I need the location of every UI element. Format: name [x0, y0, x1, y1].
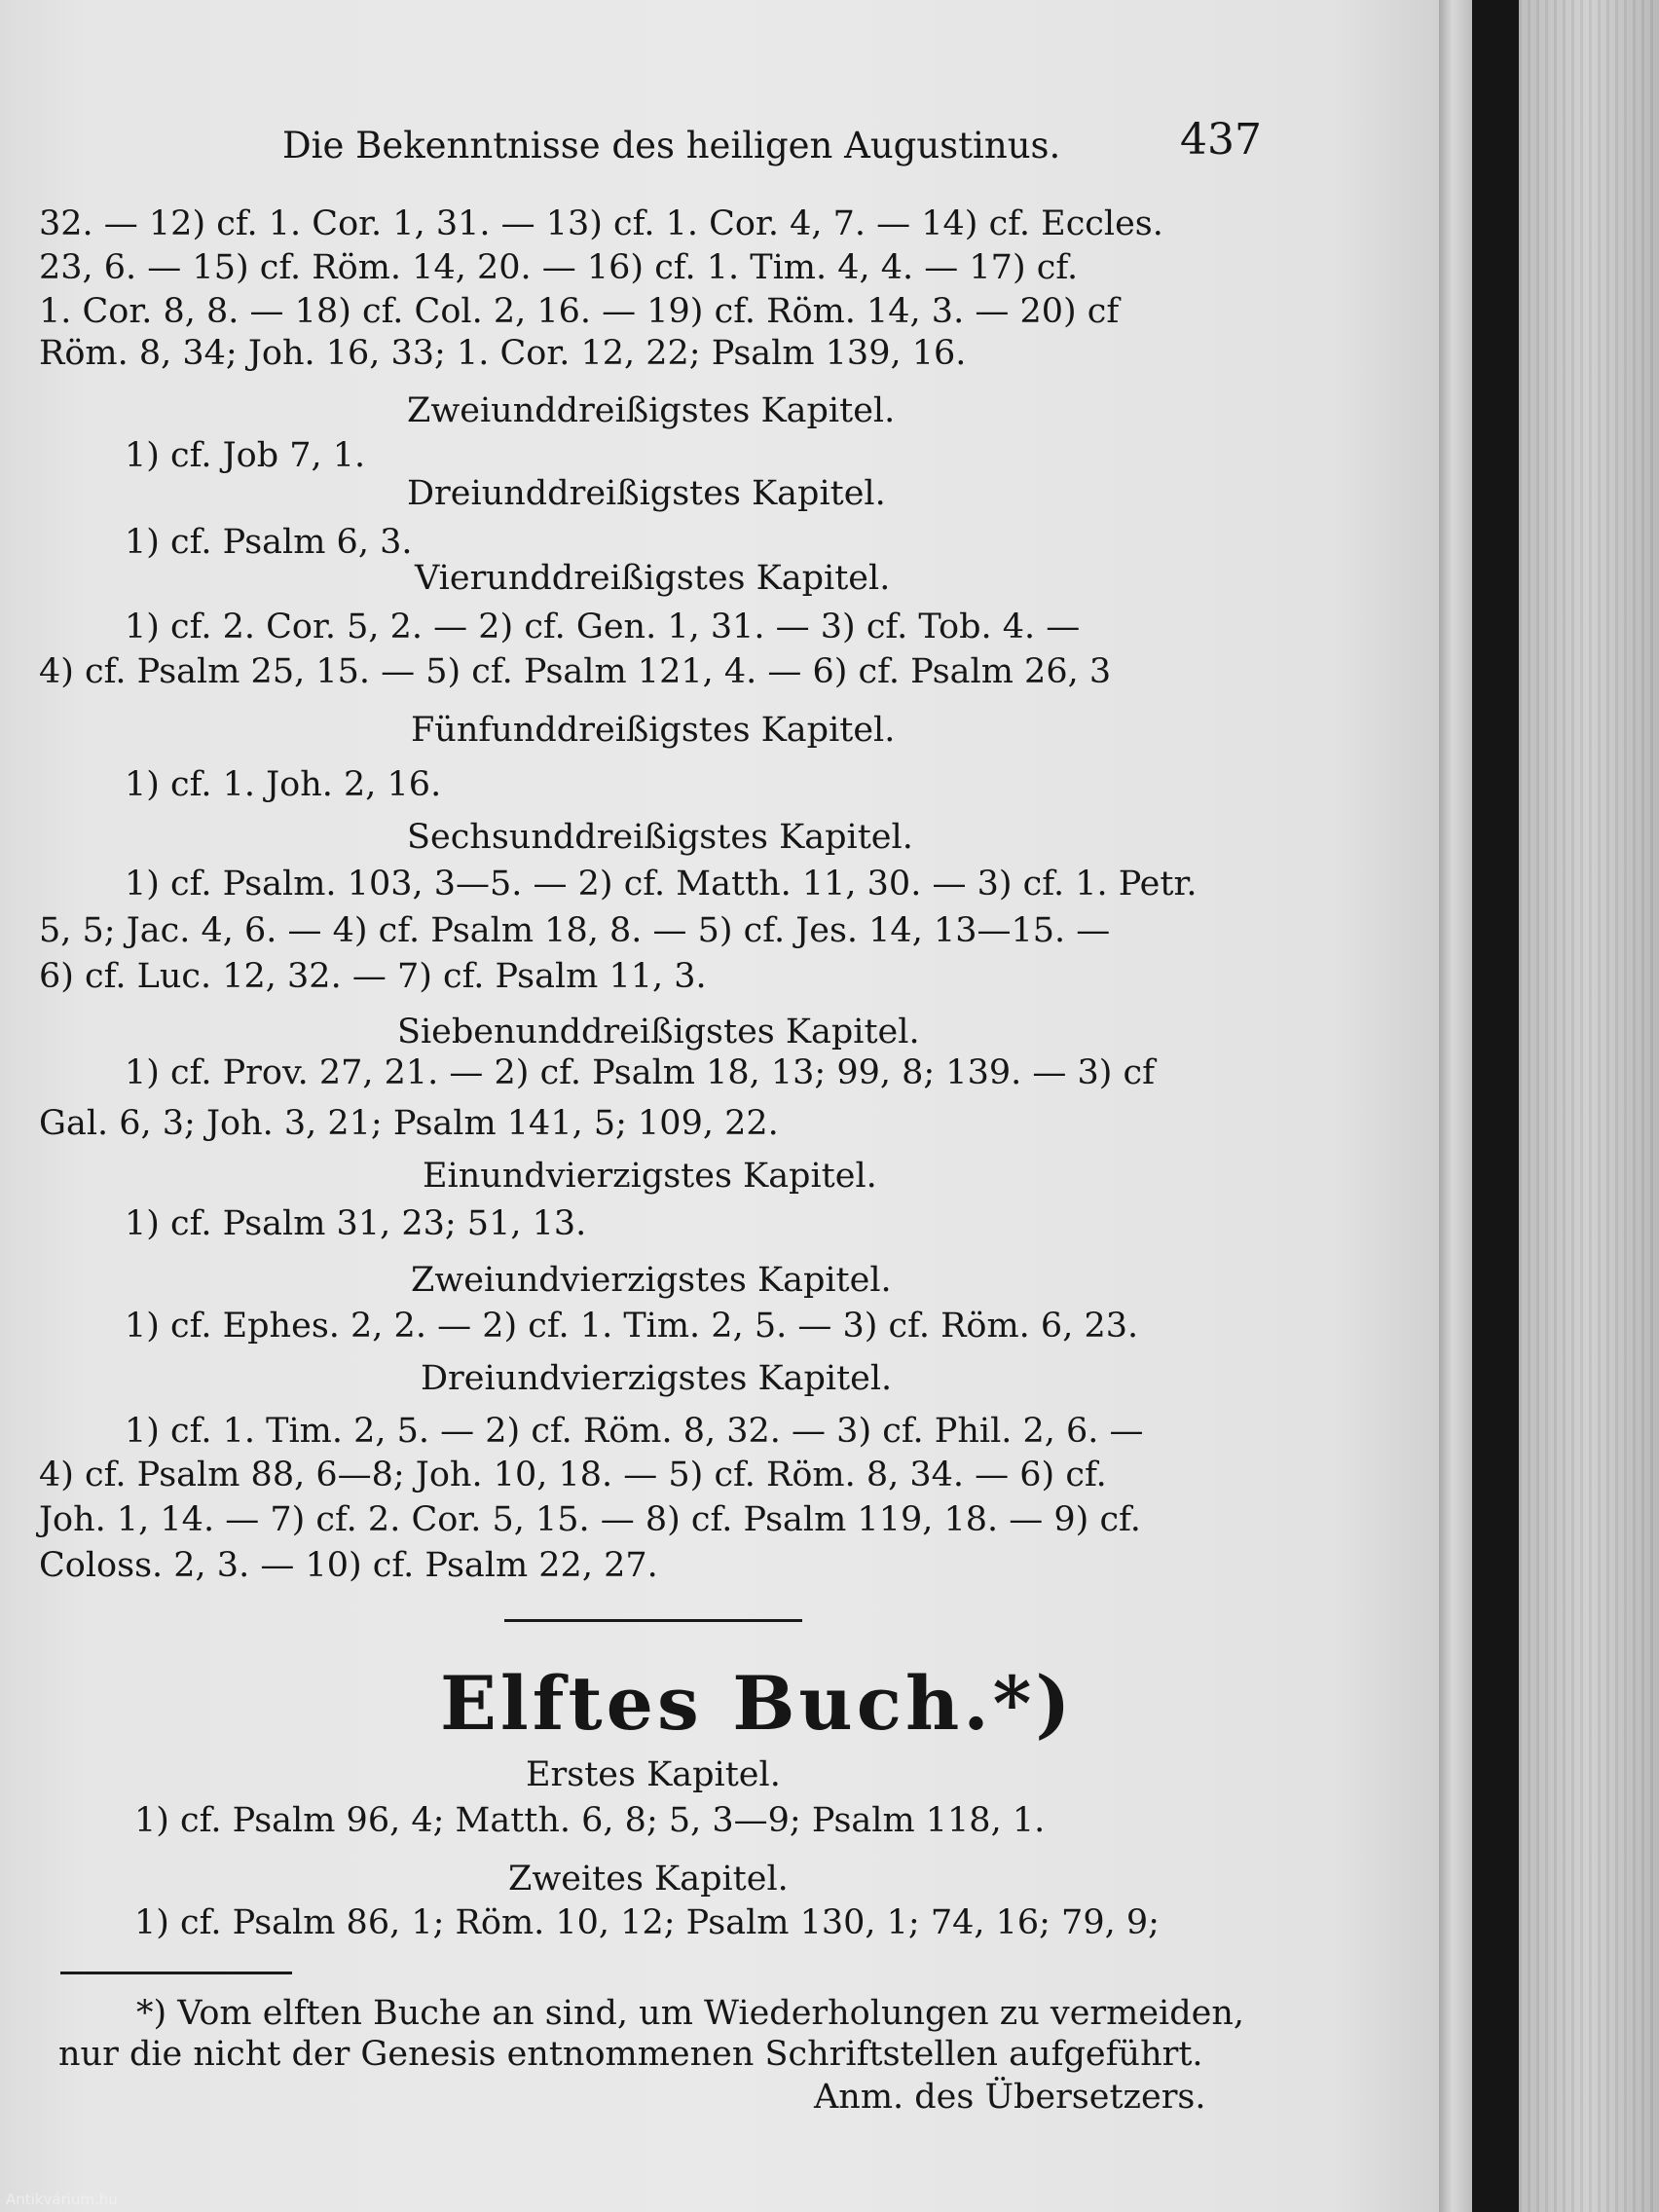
chapter-heading: Zweiundvierzigstes Kapitel. — [411, 1261, 892, 1300]
section-rule — [504, 1619, 802, 1622]
chapter-heading: Siebenunddreißigstes Kapitel. — [397, 1013, 920, 1051]
text-line: Röm. 8, 34; Joh. 16, 33; 1. Cor. 12, 22; Psalm 139, 16. — [39, 334, 967, 373]
chapter-heading: Zweiunddreißigstes Kapitel. — [407, 391, 896, 430]
book-title: Elftes Buch.*) — [440, 1660, 1075, 1747]
text-line: 4) cf. Psalm 88, 6—8; Joh. 10, 18. — 5) cf. Röm. 8, 34. — 6) cf. — [39, 1456, 1107, 1494]
text-line: Coloss. 2, 3. — 10) cf. Psalm 22, 27. — [39, 1546, 658, 1585]
chapter-heading: Dreiunddreißigstes Kapitel. — [407, 474, 886, 513]
text-line: 1) cf. Psalm 6, 3. — [125, 523, 413, 562]
text-line: 1) cf. Psalm 86, 1; Röm. 10, 12; Psalm 130, 1; 74, 16; 79, 9; — [134, 1903, 1160, 1942]
running-title: Die Bekenntnisse des heiligen Augustinus. — [282, 125, 1061, 166]
text-line: 23, 6. — 15) cf. Röm. 14, 20. — 16) cf. 1. Tim. 4, 4. — 17) cf. — [39, 248, 1079, 287]
chapter-heading: Dreiundvierzigstes Kapitel. — [421, 1359, 893, 1398]
text-line: 1) cf. Psalm. 103, 3—5. — 2) cf. Matth. 11, 30. — 3) cf. 1. Petr. — [125, 865, 1198, 903]
text-line: 32. — 12) cf. 1. Cor. 1, 31. — 13) cf. 1. Cor. 4, 7. — 14) cf. Eccles. — [39, 204, 1163, 243]
text-line: 1) cf. Ephes. 2, 2. — 2) cf. 1. Tim. 2, 5. — 3) cf. Röm. 6, 23. — [125, 1307, 1139, 1346]
chapter-heading: Erstes Kapitel. — [526, 1755, 781, 1794]
text-line: 1) cf. 2. Cor. 5, 2. — 2) cf. Gen. 1, 31. — 3) cf. Tob. 4. — — [125, 608, 1081, 646]
footnote-rule — [60, 1972, 292, 1974]
chapter-heading: Einundvierzigstes Kapitel. — [423, 1157, 877, 1196]
text-line: 1) cf. Job 7, 1. — [125, 436, 366, 475]
text-line: 1. Cor. 8, 8. — 18) cf. Col. 2, 16. — 19) cf. Röm. 14, 3. — 20) cf — [39, 292, 1120, 331]
chapter-heading: Vierunddreißigstes Kapitel. — [415, 559, 891, 598]
page-edge — [1439, 0, 1472, 2212]
text-line: 4) cf. Psalm 25, 15. — 5) cf. Psalm 121, 4. — 6) cf. Psalm 26, 3 — [39, 652, 1112, 691]
footnote-signature: Anm. des Übersetzers. — [814, 2078, 1206, 2117]
text-line: Joh. 1, 14. — 7) cf. 2. Cor. 5, 15. — 8) cf. Psalm 119, 18. — 9) cf. — [39, 1500, 1141, 1539]
chapter-heading: Zweites Kapitel. — [508, 1860, 789, 1899]
text-line: 1) cf. Prov. 27, 21. — 2) cf. Psalm 18, 13; 99, 8; 139. — 3) cf — [125, 1053, 1156, 1092]
text-line: 6) cf. Luc. 12, 32. — 7) cf. Psalm 11, 3. — [39, 957, 707, 996]
page-number: 437 — [1180, 115, 1262, 165]
text-line: 1) cf. Psalm 96, 4; Matth. 6, 8; 5, 3—9; Psalm 118, 1. — [134, 1801, 1046, 1840]
footnote-line: *) Vom elften Buche an sind, um Wiederholungen zu vermeiden, — [136, 1994, 1245, 2033]
footnote-line: nur die nicht der Genesis entnommenen Schriftstellen aufgeführt. — [58, 2035, 1203, 2074]
text-line: 5, 5; Jac. 4, 6. — 4) cf. Psalm 18, 8. — 5) cf. Jes. 14, 13—15. — — [39, 911, 1111, 950]
chapter-heading: Fünfunddreißigstes Kapitel. — [411, 711, 896, 750]
wooden-background — [1519, 0, 1659, 2212]
chapter-heading: Sechsunddreißigstes Kapitel. — [407, 818, 913, 857]
text-line: Gal. 6, 3; Joh. 3, 21; Psalm 141, 5; 109, 22. — [39, 1104, 779, 1143]
book-binding — [1472, 0, 1519, 2212]
text-line: 1) cf. 1. Tim. 2, 5. — 2) cf. Röm. 8, 32. — 3) cf. Phil. 2, 6. — — [125, 1412, 1144, 1451]
watermark-text: Antikvárium.hu — [6, 2191, 118, 2208]
text-line: 1) cf. 1. Joh. 2, 16. — [125, 765, 442, 804]
text-line: 1) cf. Psalm 31, 23; 51, 13. — [125, 1204, 587, 1243]
